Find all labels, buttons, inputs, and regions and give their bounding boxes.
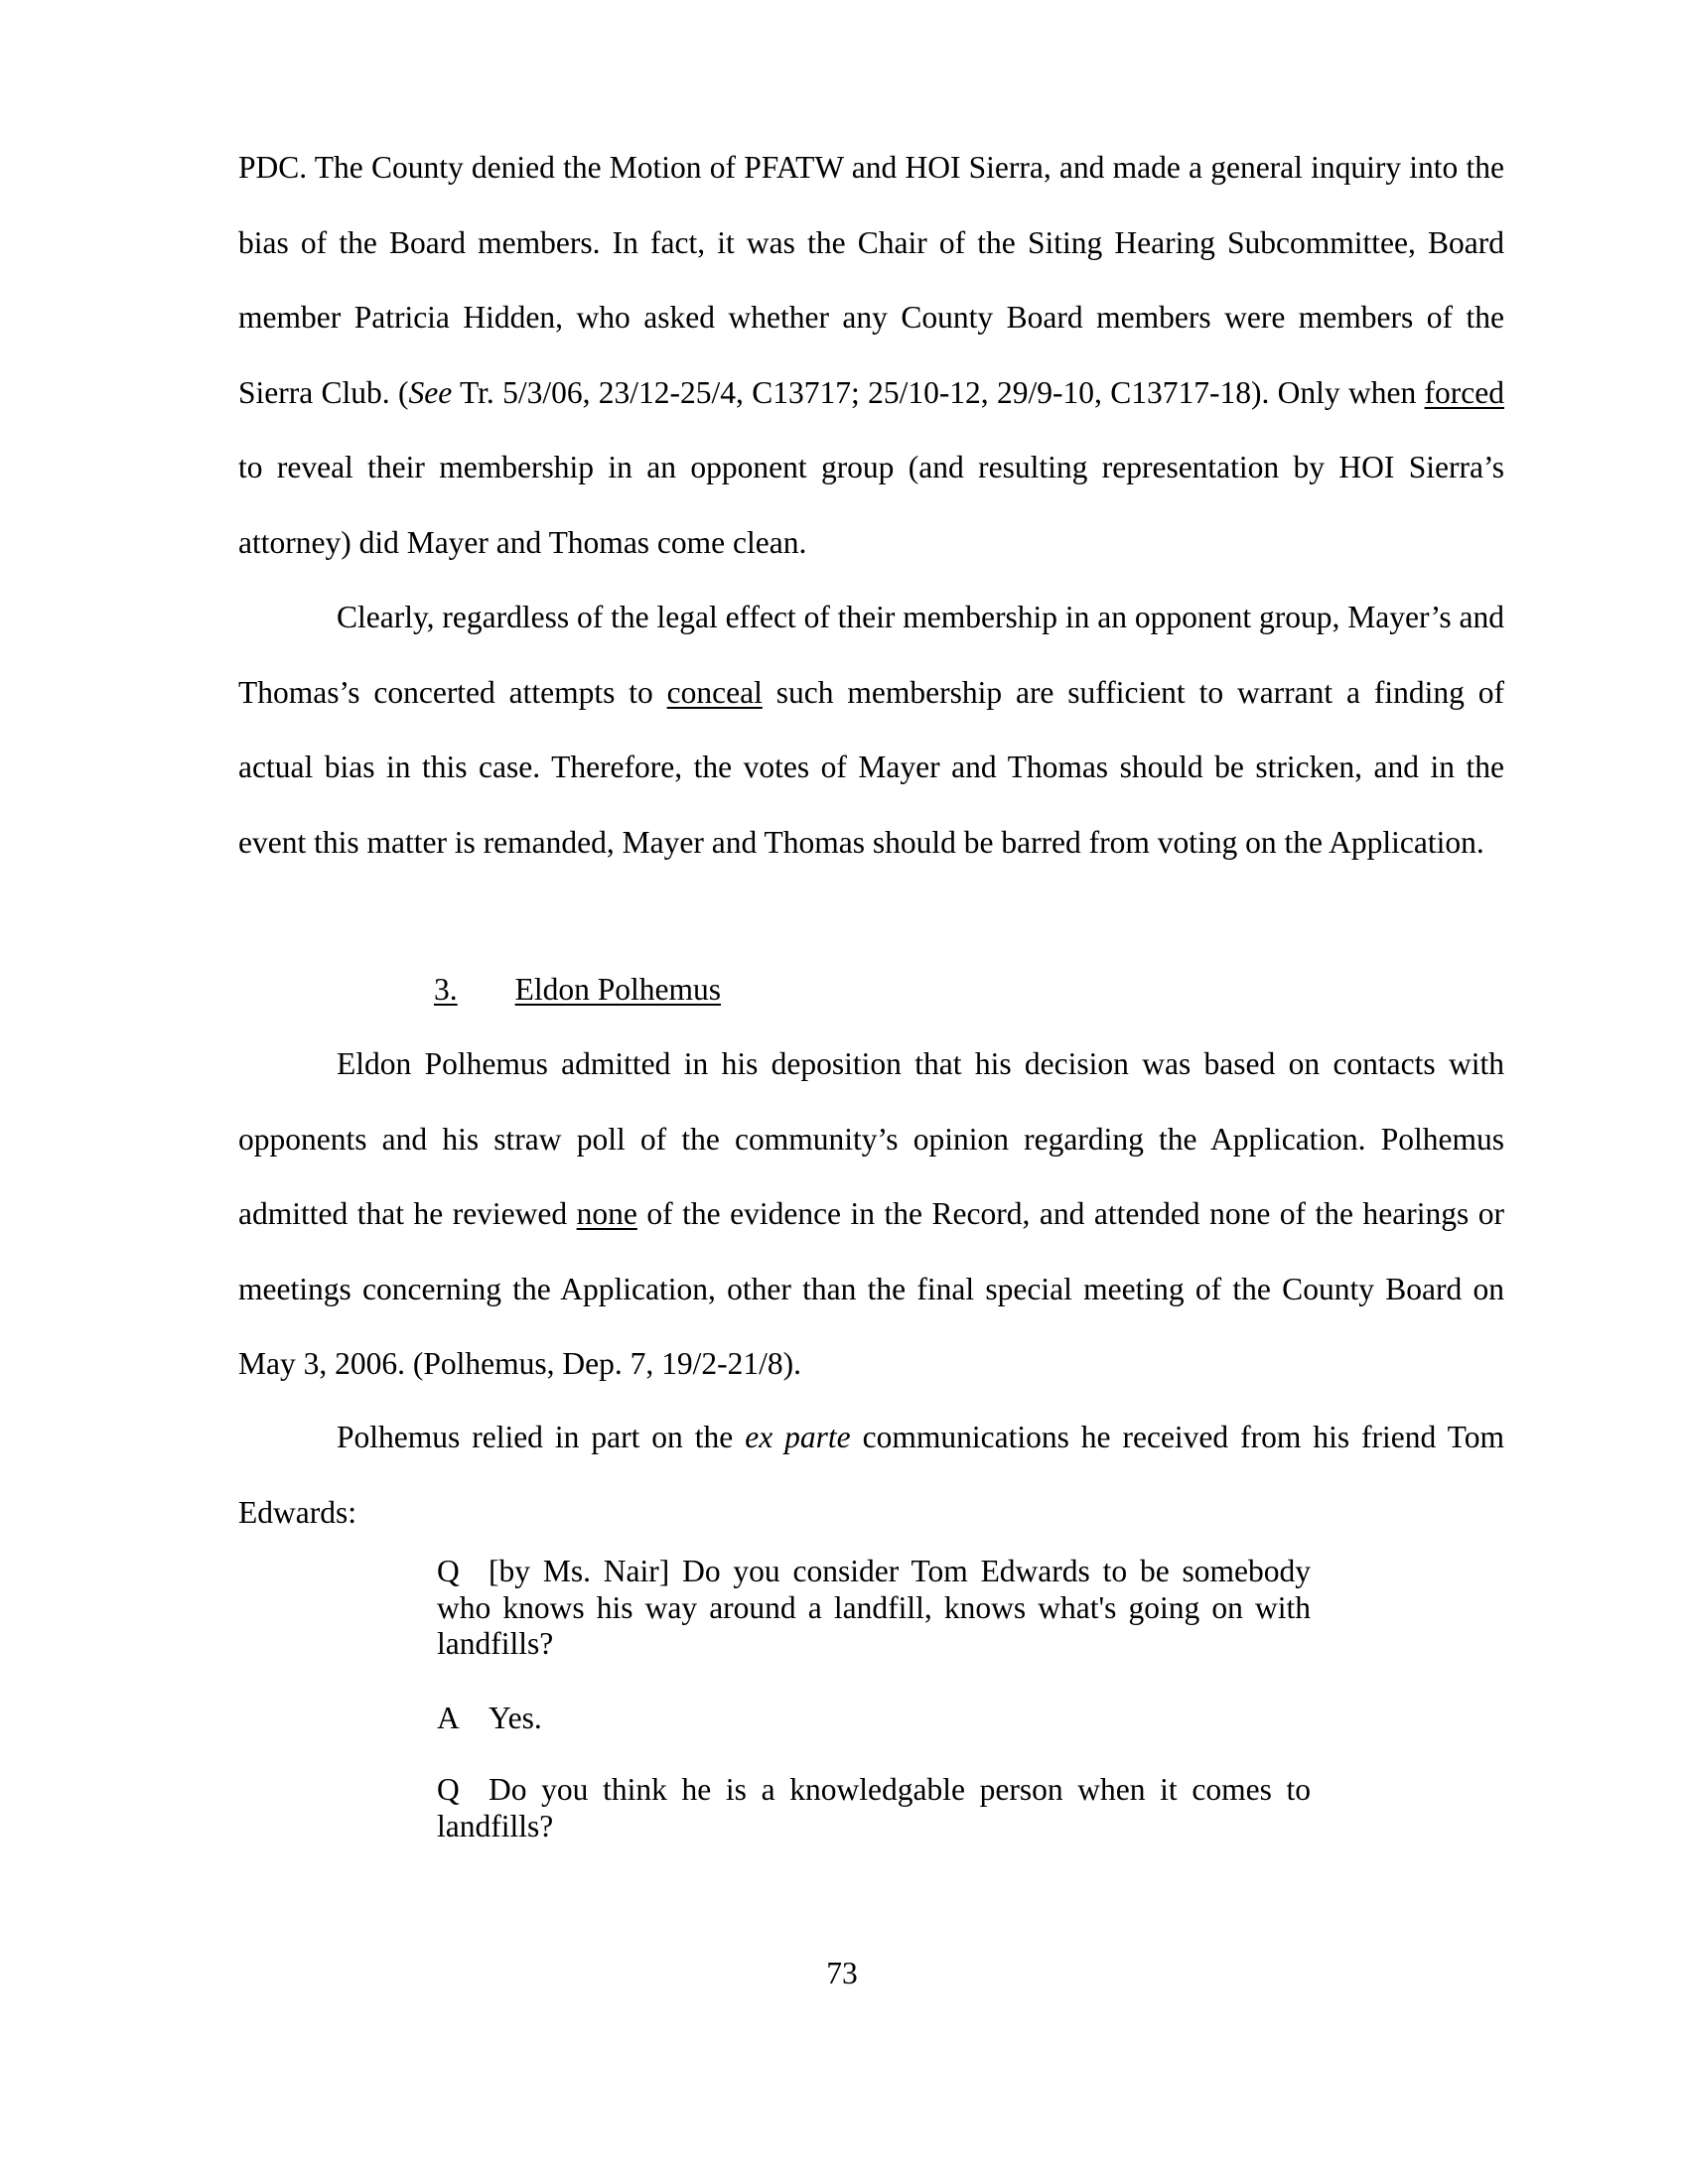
deposition-quote-3 <box>437 1772 1311 1844</box>
quote-answer <box>437 1701 1311 1737</box>
deposition-quote-2 <box>437 1701 1311 1737</box>
paragraph-text <box>238 1400 1504 1550</box>
section-heading <box>238 952 1504 1027</box>
italic-legal-term: ex parte <box>745 1420 851 1454</box>
heading-title: Eldon Polhemus <box>514 972 722 1007</box>
heading-number: 3. <box>434 972 458 1007</box>
deposition-quote-1 <box>437 1554 1311 1663</box>
text-run: such membership are sufficient to warrant a finding of actual bias in this case. Therefore, the votes of Mayer and Thomas should be stricken, and in the event this matter is remanded, Mayer and Thomas should be barred from voting on the Application. <box>238 674 1505 860</box>
paragraph-text <box>238 130 1504 580</box>
paragraph-membership-inquiry <box>238 130 1504 580</box>
paragraph-actual-bias <box>238 580 1504 880</box>
paragraph-polhemus-deposition <box>238 1026 1504 1402</box>
text-run: PDC. The County denied the Motion of PFATW and HOI Sierra, and made a general inquiry into the bias of the Board members. In fact, it was the Chair of the Siting Hearing Subcommittee, Board member Patricia Hidden, who asked whether any County Board members were members of the Sierra Club. ( <box>238 150 1504 410</box>
text-run: Eldon Polhemus admitted in his deposition that his decision was based on contacts with opponents and his straw poll of the community’s opinion regarding the Application. Polhemus admitted that he reviewed <box>238 1046 1504 1231</box>
italic-citation-signal: See <box>408 374 453 410</box>
text-run: Polhemus relied in part on the <box>337 1420 746 1454</box>
quote-question <box>437 1772 1311 1844</box>
paragraph-ex-parte <box>238 1400 1504 1550</box>
speaker-label: Q <box>437 1772 460 1807</box>
speaker-label: A <box>437 1701 460 1735</box>
text-run: to reveal their membership in an opponent group (and resulting representation by HOI Sierra’s attorney) did Mayer and Thomas come clean. <box>238 450 1504 560</box>
page-number: 73 <box>826 1956 858 1990</box>
paragraph-text <box>238 1026 1504 1402</box>
heading-line <box>238 952 1504 1027</box>
text-run: communications he received from his friend Tom Edwards: <box>238 1420 1504 1530</box>
text-run: Tr. 5/3/06, 23/12-25/4, C13717; 25/10-12, 29/9-10, C13717-18). Only when <box>452 374 1425 410</box>
speaker-label: Q <box>437 1554 460 1588</box>
quote-text: [by Ms. Nair] Do you consider Tom Edwards to be somebody who knows his way around a landfill, knows what's going on with landfills? <box>437 1554 1311 1661</box>
underlined-emphasis: forced <box>1424 374 1504 410</box>
paragraph-text <box>238 580 1504 880</box>
underlined-emphasis: conceal <box>666 674 763 710</box>
quote-text: Yes. <box>489 1701 542 1735</box>
text-run: Clearly, regardless of the legal effect of their membership in an opponent group, Mayer’s and Thomas’s concerted attempts to <box>238 600 1504 710</box>
quote-question <box>437 1554 1311 1663</box>
underlined-emphasis: none <box>576 1196 637 1231</box>
quote-text: Do you think he is a knowledgable person when it comes to landfills? <box>437 1772 1311 1843</box>
text-run: of the evidence in the Record, and attended none of the hearings or meetings concerning the Application, other than the final special meeting of the County Board on May 3, 2006. (Polhemus, Dep. 7, 19/2-21/8). <box>238 1196 1504 1381</box>
